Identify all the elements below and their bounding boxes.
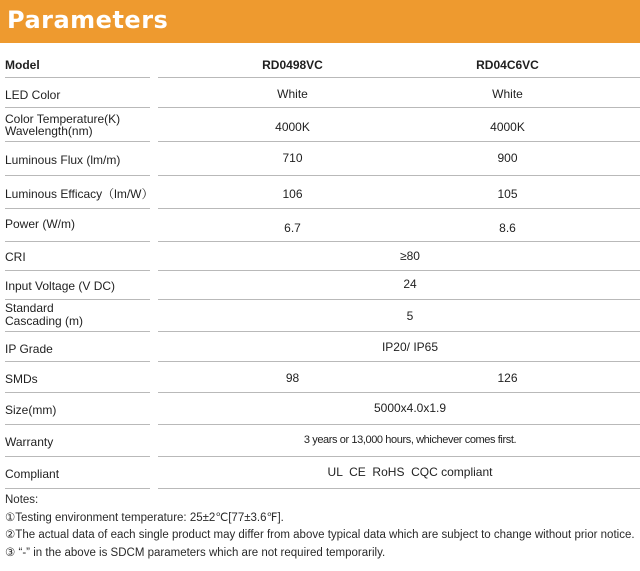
row-label: Color Temperature(K) Wavelength(nm): [5, 112, 121, 138]
row-label: LED Color: [5, 88, 61, 102]
table-row: [0, 78, 640, 107]
row-value-span: UL CE RoHS CQC compliant: [327, 465, 493, 479]
row-label: SMDs: [5, 372, 38, 386]
table-row: [0, 108, 640, 141]
row-value-col1: 98: [285, 371, 300, 385]
row-value-col2: 126: [497, 371, 518, 385]
note-item: ②The actual data of each single product may differ from above typical data which are subject to change without prior notice.: [5, 529, 635, 541]
row-value-col1: 6.7: [284, 221, 301, 235]
row-value-col2: 105: [497, 187, 518, 201]
divider: [5, 488, 150, 489]
table-row: [0, 362, 640, 392]
table-row: [0, 332, 640, 361]
table-row: [0, 425, 640, 456]
table-row: [0, 271, 640, 299]
row-value-col2: 900: [497, 151, 518, 165]
table-row: [0, 176, 640, 208]
row-label: Luminous Flux (lm/m): [5, 153, 121, 167]
row-value-span: 24: [403, 277, 417, 291]
row-value-col2: 4000K: [490, 120, 525, 134]
row-value-col2: White: [492, 87, 523, 101]
row-label: Warranty: [5, 435, 54, 449]
row-value-span: 3 years or 13,000 hours, whichever comes first.: [303, 434, 517, 446]
row-label: Standard Cascading (m): [5, 301, 84, 328]
row-label: Luminous Efficacy（lm/W）: [5, 187, 154, 201]
row-label: Size(mm): [5, 403, 57, 417]
note-item: ①Testing environment temperature: 25±2℃[77±3.6℉].: [5, 511, 284, 524]
notes-section: [5, 492, 635, 562]
page-title: Parameters: [7, 6, 169, 34]
row-value-col1: 106: [282, 187, 303, 201]
row-value-span: ≥80: [400, 249, 420, 263]
row-value-col1: 4000K: [275, 120, 310, 134]
table-row: [0, 142, 640, 175]
header-model-rd0498vc: RD0498VC: [262, 58, 323, 72]
table-row: [0, 393, 640, 424]
table-header-row: [0, 48, 640, 77]
table-row: [0, 242, 640, 270]
row-value-col2: 8.6: [499, 221, 516, 235]
row-label: IP Grade: [5, 342, 53, 356]
header-model-rd04c6vc: RD04C6VC: [476, 58, 539, 72]
row-label: Compliant: [5, 467, 60, 481]
row-value-span: 5000x4.0x1.9: [373, 401, 447, 415]
parameters-header: [0, 0, 640, 43]
table-row: [0, 300, 640, 331]
divider: [158, 488, 640, 489]
row-label: Input Voltage (V DC): [5, 279, 116, 293]
note-item: ③ “-” in the above is SDCM parameters which are not required temporarily.: [5, 546, 386, 559]
header-model-label: Model: [5, 58, 40, 72]
row-label: Power (W/m): [5, 217, 75, 231]
row-value-span: IP20/ IP65: [381, 340, 439, 354]
row-value-col1: White: [277, 87, 308, 101]
table-row: [0, 457, 640, 488]
row-label: CRI: [5, 250, 26, 264]
notes-title: Notes:: [5, 494, 39, 506]
row-value-col1: 710: [282, 151, 303, 165]
table-row: [0, 209, 640, 241]
row-value-span: 5: [406, 309, 414, 323]
